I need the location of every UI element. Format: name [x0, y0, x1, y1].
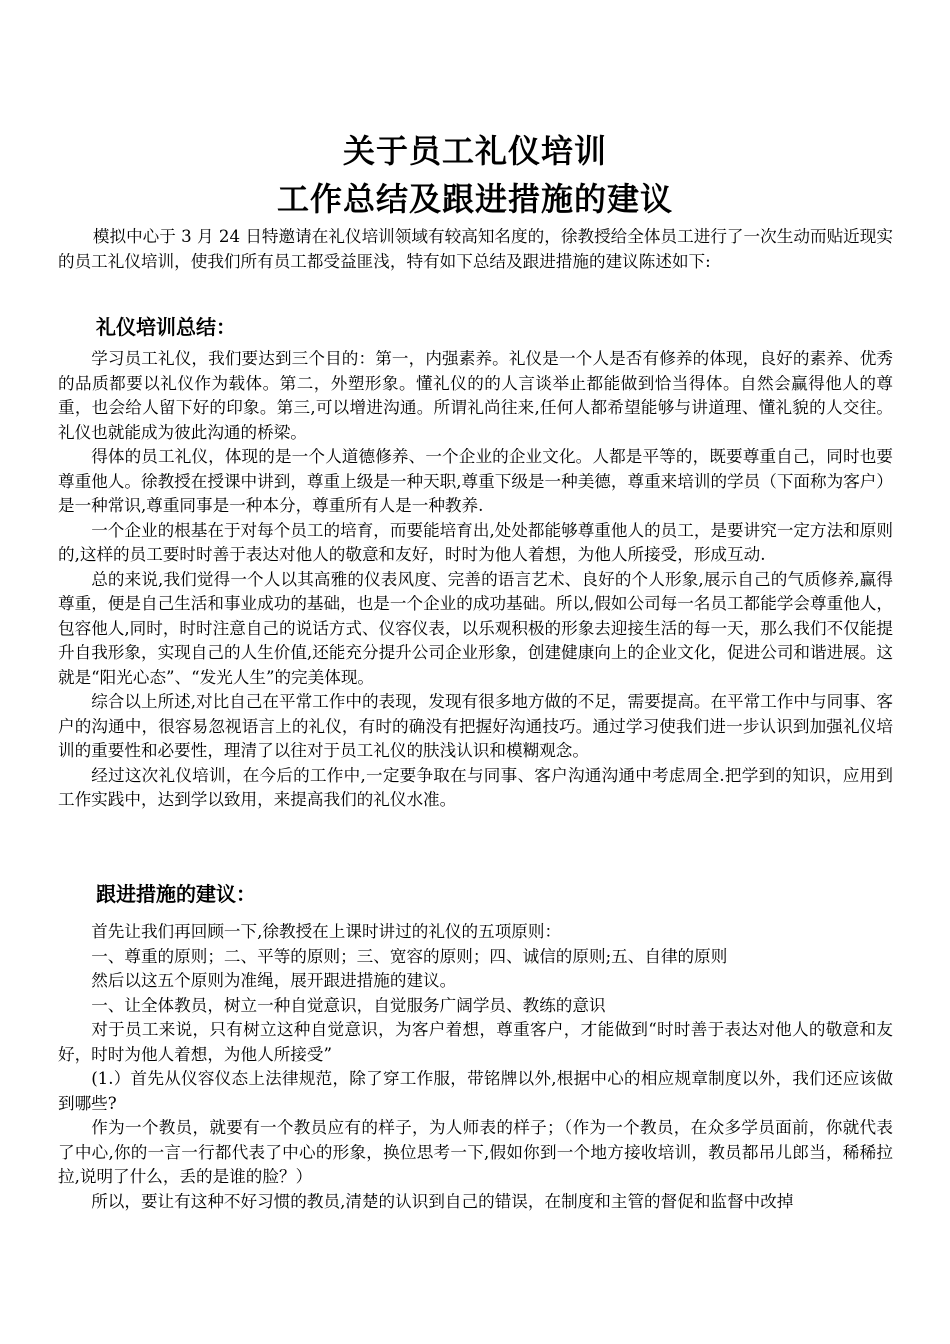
- document-title-line-2: 工作总结及跟进措施的建议: [276, 180, 673, 218]
- followup-paragraph: 首先让我们再回顾一下,徐教授在上课时讲过的礼仪的五项原则：: [91, 922, 562, 941]
- followup-paragraph: 一、让全体教员，树立一种自觉意识，自觉服务广阔学员、教练的意识: [91, 995, 606, 1015]
- summary-paragraph: 得体的员工礼仪，体现的是一个人道德修养、一个企业的企业文化。人都是平等的，既要尊重自己，同时也要尊重他人。徐教授在授课中讲到，尊重上级是一种天职,尊重下级是一种美德，尊重来培训的学员（下面称为客户）是一种常识,尊重同事是一种本分，尊重所有人是一种教养.: [58, 447, 893, 515]
- summary-paragraph: 经过这次礼仪培训，在今后的工作中,一定要争取在与同事、客户沟通沟通中考虑周全.把学到的知识，应用到工作实践中，达到学以致用，来提高我们的礼仪水准。: [58, 765, 893, 809]
- summary-paragraph: 一个企业的根基在于对每个员工的培育，而要能培育出,处处都能够尊重他人的员工，是要讲究一定方法和原则的,这样的员工要时时善于表达对他人的敬意和友好，时时为他人着想，为他人所接受，形成互动.: [58, 520, 893, 564]
- followup-paragraph: 所以，要让有这种不好习惯的教员,清楚的认识到自己的错误，在制度和主管的督促和监督中改掉: [91, 1191, 794, 1211]
- section-heading-summary: 礼仪培训总结：: [96, 315, 236, 339]
- followup-section: [58, 920, 893, 1214]
- document-title-line-1: 关于员工礼仪培训: [342, 132, 607, 170]
- followup-paragraph: 作为一个教员，就要有一个教员应有的样子，为人师表的样子；（作为一个教员，在众多学员面前，你就代表了中心,你的一言一行都代表了中心的形象，换位思考一下,假如你到一个地方接收培训，教员都吊儿郎当，稀稀拉拉,说明了什么，丢的是谁的脸？）: [58, 1118, 893, 1186]
- followup-paragraph: 对于员工来说，只有树立这种自觉意识，为客户着想，尊重客户，才能做到“时时善于表达对他人的敬意和友好，时时为他人着想，为他人所接受”: [58, 1020, 893, 1064]
- section-heading-followup: 跟进措施的建议：: [96, 882, 256, 906]
- intro-block: [58, 225, 893, 274]
- followup-paragraph: 然后以这五个原则为准绳，展开跟进措施的建议。: [91, 971, 457, 990]
- summary-paragraph: 综合以上所述,对比自己在平常工作中的表现，发现有很多地方做的不足，需要提高。在平常工作中与同事、客户的沟通中，很容易忽视语言上的礼仪，有时的确没有把握好沟通技巧。通过学习使我们进一步认识到加强礼仪培训的重要性和必要性，理清了以往对于员工礼仪的肤浅认识和模糊观念。: [58, 692, 893, 760]
- followup-paragraph: (1.）首先从仪容仪态上法律规范，除了穿工作服，带铭牌以外,根据中心的相应规章制度以外，我们还应该做到哪些?: [58, 1069, 893, 1113]
- followup-paragraph: 一、尊重的原则；二、平等的原则；三、宽容的原则；四、诚信的原则;五、自律的原则: [91, 946, 728, 966]
- intro-paragraph: 模拟中心于 3 月 24 日特邀请在礼仪培训领域有较高知名度的，徐教授给全体员工进行了一次生动而贴近现实的员工礼仪培训，使我们所有员工都受益匪浅，特有如下总结及跟进措施的建议陈述如下:: [58, 227, 893, 271]
- summary-section: [58, 347, 893, 813]
- summary-paragraph: 学习员工礼仪，我们要达到三个目的：第一，内强素养。礼仪是一个人是否有修养的体现，良好的素养、优秀的品质都要以礼仪作为载体。第二，外塑形象。懂礼仪的的人言谈举止都能做到恰当得体。自然会赢得他人的尊重，也会给人留下好的印象。第三,可以增进沟通。所谓礼尚往来,任何人都希望能够与讲道理、懂礼貌的人交往。礼仪也就能成为彼此沟通的桥梁。: [58, 349, 893, 442]
- summary-paragraph: 总的来说,我们觉得一个人以其高雅的仪表风度、完善的语言艺术、良好的个人形象,展示自己的气质修养,赢得尊重，便是自己生活和事业成功的基础，也是一个企业的成功基础。所以,假如公司每一名员工都能学会尊重他人，包容他人,同时，时时注意自己的说话方式、仪容仪表，以乐观积极的形象去迎接生活的每一天，那么我们不仅能提升自我形象，实现自己的人生价值,还能充分提升公司企业形象，创建健康向上的企业文化，促进公司和谐进展。这就是“阳光心态”、“发光人生”的完美体现。: [58, 569, 893, 687]
